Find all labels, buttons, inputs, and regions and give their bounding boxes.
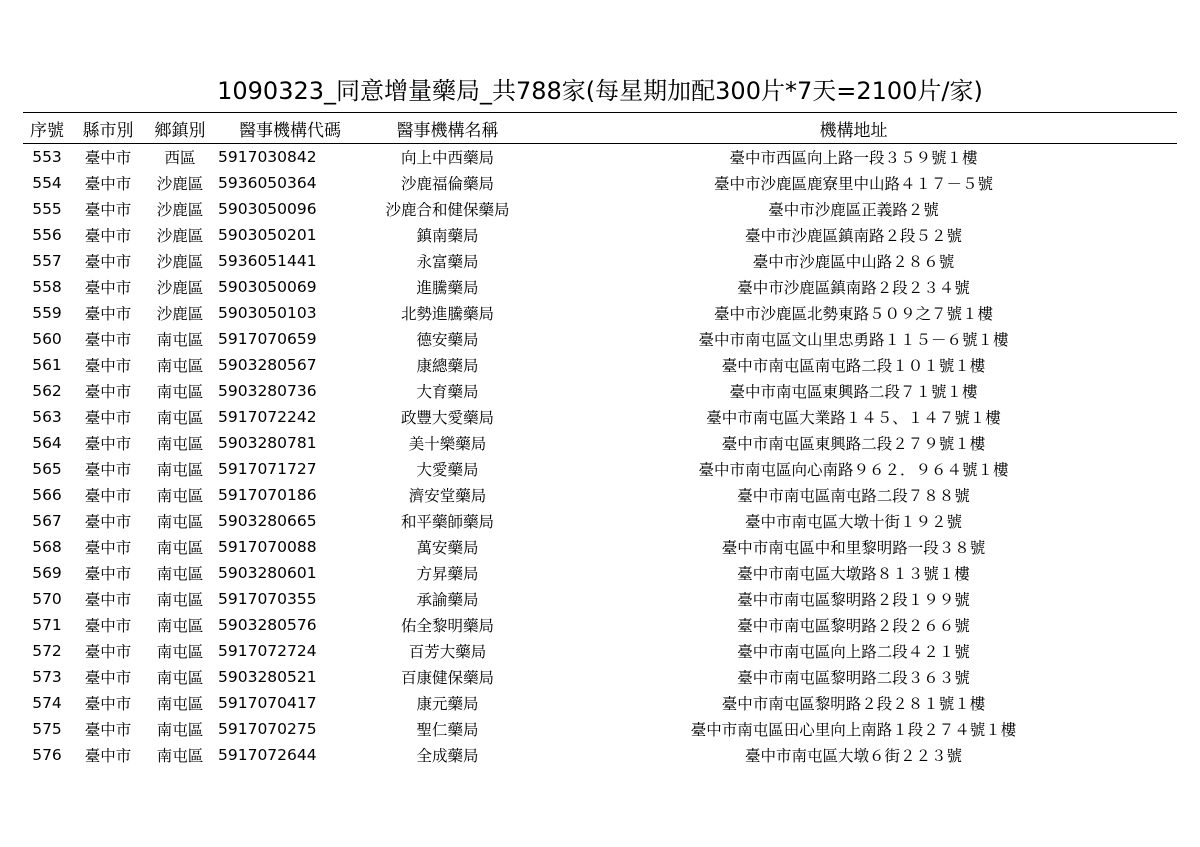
cell-serial: 562 <box>32 382 62 400</box>
header-district: 鄉鎮別 <box>145 113 215 144</box>
cell-city: 臺中市 <box>84 227 132 245</box>
cell-code: 5917070275 <box>218 720 317 738</box>
cell-district: 南屯區 <box>156 357 204 375</box>
cell-code: 5903280601 <box>218 564 317 582</box>
cell-address: 臺中市沙鹿區中山路２８６號 <box>752 253 955 271</box>
table-row <box>23 326 1177 352</box>
cell-name: 進騰藥局 <box>416 279 479 297</box>
cell-code: 5903050069 <box>218 278 317 296</box>
cell-address: 臺中市南屯區向心南路９６２．９６４號１樓 <box>698 461 1009 479</box>
cell-name: 方昇藥局 <box>416 565 479 583</box>
cell-code: 5917030842 <box>218 148 317 166</box>
cell-address: 臺中市南屯區大墩６街２２３號 <box>744 747 962 765</box>
cell-city: 臺中市 <box>84 695 132 713</box>
cell-name: 德安藥局 <box>416 331 479 349</box>
cell-serial: 563 <box>32 408 62 426</box>
cell-code: 5936050364 <box>218 174 317 192</box>
cell-city: 臺中市 <box>84 253 132 271</box>
table-row <box>23 456 1177 482</box>
cell-code: 5903280567 <box>218 356 317 374</box>
cell-code: 5917072242 <box>218 408 317 426</box>
cell-name: 承諭藥局 <box>416 591 479 609</box>
cell-name: 康總藥局 <box>416 357 479 375</box>
cell-serial: 570 <box>32 590 62 608</box>
cell-district: 南屯區 <box>156 747 204 765</box>
table-row <box>23 248 1177 274</box>
cell-name: 大愛藥局 <box>416 461 479 479</box>
table-row <box>23 170 1177 196</box>
cell-city: 臺中市 <box>84 201 132 219</box>
cell-address: 臺中市南屯區田心里向上南路１段２７４號１樓 <box>690 721 1017 739</box>
cell-serial: 569 <box>32 564 62 582</box>
cell-code: 5903280736 <box>218 382 317 400</box>
table-row <box>23 274 1177 300</box>
cell-name: 政豐大愛藥局 <box>400 409 494 427</box>
cell-district: 南屯區 <box>156 695 204 713</box>
cell-code: 5903280665 <box>218 512 317 530</box>
cell-city: 臺中市 <box>84 487 132 505</box>
table-body <box>23 144 1177 769</box>
cell-code: 5903050201 <box>218 226 317 244</box>
cell-district: 南屯區 <box>156 539 204 557</box>
cell-address: 臺中市南屯區黎明路二段３６３號 <box>737 669 970 687</box>
cell-code: 5917072644 <box>218 746 317 764</box>
cell-serial: 561 <box>32 356 62 374</box>
cell-serial: 574 <box>32 694 62 712</box>
cell-city: 臺中市 <box>84 305 132 323</box>
cell-serial: 559 <box>32 304 62 322</box>
table-row <box>23 430 1177 456</box>
cell-name: 百康健保藥局 <box>400 669 494 687</box>
cell-address: 臺中市南屯區大墩路８１３號１樓 <box>737 565 970 583</box>
table-row <box>23 222 1177 248</box>
cell-name: 濟安堂藥局 <box>408 487 487 505</box>
cell-city: 臺中市 <box>84 149 132 167</box>
cell-district: 南屯區 <box>156 435 204 453</box>
table-row <box>23 404 1177 430</box>
cell-name: 大育藥局 <box>416 383 479 401</box>
cell-address: 臺中市西區向上路一段３５９號１樓 <box>729 149 978 167</box>
table-row <box>23 378 1177 404</box>
cell-serial: 554 <box>32 174 62 192</box>
cell-city: 臺中市 <box>84 643 132 661</box>
table-row <box>23 664 1177 690</box>
cell-name: 永富藥局 <box>416 253 479 271</box>
cell-city: 臺中市 <box>84 409 132 427</box>
header-code: 醫事機構代碼 <box>215 113 365 144</box>
cell-name: 佑全黎明藥局 <box>400 617 494 635</box>
cell-district: 沙鹿區 <box>156 279 204 297</box>
cell-city: 臺中市 <box>84 357 132 375</box>
cell-serial: 555 <box>32 200 62 218</box>
cell-serial: 564 <box>32 434 62 452</box>
cell-code: 5917070659 <box>218 330 317 348</box>
cell-address: 臺中市南屯區大墩十街１９２號 <box>744 513 962 531</box>
cell-address: 臺中市南屯區大業路１４５、１４７號１樓 <box>706 409 1001 427</box>
cell-district: 沙鹿區 <box>156 175 204 193</box>
cell-district: 南屯區 <box>156 461 204 479</box>
cell-serial: 557 <box>32 252 62 270</box>
header-name: 醫事機構名稱 <box>365 113 530 144</box>
cell-name: 聖仁藥局 <box>416 721 479 739</box>
cell-name: 和平藥師藥局 <box>400 513 494 531</box>
cell-serial: 566 <box>32 486 62 504</box>
document-title: 1090323_同意增量藥局_共788家(每星期加配300片*7天=2100片/家) <box>217 77 983 105</box>
cell-code: 5917072724 <box>218 642 317 660</box>
cell-serial: 576 <box>32 746 62 764</box>
cell-code: 5936051441 <box>218 252 317 270</box>
cell-district: 沙鹿區 <box>156 227 204 245</box>
cell-code: 5917070186 <box>218 486 317 504</box>
cell-city: 臺中市 <box>84 721 132 739</box>
cell-serial: 565 <box>32 460 62 478</box>
cell-city: 臺中市 <box>84 669 132 687</box>
cell-serial: 571 <box>32 616 62 634</box>
cell-name: 康元藥局 <box>416 695 479 713</box>
cell-city: 臺中市 <box>84 747 132 765</box>
cell-city: 臺中市 <box>84 513 132 531</box>
cell-code: 5917071727 <box>218 460 317 478</box>
cell-code: 5903280521 <box>218 668 317 686</box>
cell-address: 臺中市沙鹿區鹿寮里中山路４１７－５號 <box>713 175 993 193</box>
header-row <box>23 113 1177 144</box>
cell-name: 全成藥局 <box>416 747 479 765</box>
cell-serial: 558 <box>32 278 62 296</box>
cell-address: 臺中市南屯區東興路二段２７９號１樓 <box>721 435 986 453</box>
cell-code: 5917070088 <box>218 538 317 556</box>
cell-city: 臺中市 <box>84 331 132 349</box>
cell-code: 5903280576 <box>218 616 317 634</box>
cell-district: 南屯區 <box>156 331 204 349</box>
table-row <box>23 482 1177 508</box>
cell-name: 鎮南藥局 <box>416 227 479 245</box>
cell-district: 南屯區 <box>156 591 204 609</box>
table-row <box>23 300 1177 326</box>
cell-district: 沙鹿區 <box>156 201 204 219</box>
table-row <box>23 638 1177 664</box>
cell-district: 西區 <box>164 149 196 167</box>
cell-name: 美十樂藥局 <box>408 435 487 453</box>
cell-district: 南屯區 <box>156 409 204 427</box>
cell-serial: 556 <box>32 226 62 244</box>
table-row <box>23 716 1177 742</box>
cell-district: 南屯區 <box>156 721 204 739</box>
cell-address: 臺中市南屯區黎明路２段２８１號１樓 <box>721 695 986 713</box>
cell-address: 臺中市南屯區向上路二段４２１號 <box>737 643 970 661</box>
cell-name: 沙鹿合和健保藥局 <box>385 201 510 219</box>
table-row <box>23 508 1177 534</box>
cell-address: 臺中市南屯區黎明路２段２６６號 <box>737 617 970 635</box>
cell-code: 5917070417 <box>218 694 317 712</box>
cell-name: 百芳大藥局 <box>408 643 487 661</box>
cell-city: 臺中市 <box>84 435 132 453</box>
pharmacy-table <box>23 112 1177 768</box>
cell-serial: 560 <box>32 330 62 348</box>
table-row <box>23 742 1177 768</box>
cell-serial: 553 <box>32 148 62 166</box>
cell-city: 臺中市 <box>84 539 132 557</box>
cell-name: 萬安藥局 <box>416 539 479 557</box>
table-row <box>23 586 1177 612</box>
cell-address: 臺中市南屯區南屯路二段１０１號１樓 <box>721 357 986 375</box>
cell-address: 臺中市南屯區黎明路２段１９９號 <box>737 591 970 609</box>
cell-code: 5903050096 <box>218 200 317 218</box>
cell-name: 向上中西藥局 <box>400 149 494 167</box>
table-row <box>23 612 1177 638</box>
header-serial: 序號 <box>23 113 71 144</box>
cell-serial: 573 <box>32 668 62 686</box>
table-row <box>23 690 1177 716</box>
cell-district: 南屯區 <box>156 383 204 401</box>
table-row <box>23 534 1177 560</box>
cell-address: 臺中市南屯區中和里黎明路一段３８號 <box>721 539 986 557</box>
cell-address: 臺中市南屯區東興路二段７１號１樓 <box>729 383 978 401</box>
table-row <box>23 352 1177 378</box>
cell-city: 臺中市 <box>84 617 132 635</box>
cell-address: 臺中市南屯區南屯路二段７８８號 <box>737 487 970 505</box>
cell-code: 5903280781 <box>218 434 317 452</box>
cell-district: 沙鹿區 <box>156 253 204 271</box>
cell-district: 南屯區 <box>156 643 204 661</box>
cell-district: 南屯區 <box>156 617 204 635</box>
cell-name: 沙鹿福倫藥局 <box>400 175 494 193</box>
cell-district: 沙鹿區 <box>156 305 204 323</box>
cell-address: 臺中市沙鹿區正義路２號 <box>768 201 939 219</box>
cell-serial: 575 <box>32 720 62 738</box>
cell-code: 5917070355 <box>218 590 317 608</box>
cell-city: 臺中市 <box>84 565 132 583</box>
cell-city: 臺中市 <box>84 383 132 401</box>
header-address: 機構地址 <box>530 113 1177 144</box>
cell-district: 南屯區 <box>156 513 204 531</box>
cell-district: 南屯區 <box>156 565 204 583</box>
cell-address: 臺中市南屯區文山里忠勇路１１５－６號１樓 <box>698 331 1009 349</box>
cell-city: 臺中市 <box>84 591 132 609</box>
header-city: 縣市別 <box>71 113 145 144</box>
cell-serial: 572 <box>32 642 62 660</box>
cell-code: 5903050103 <box>218 304 317 322</box>
cell-serial: 567 <box>32 512 62 530</box>
cell-city: 臺中市 <box>84 175 132 193</box>
cell-serial: 568 <box>32 538 62 556</box>
cell-city: 臺中市 <box>84 279 132 297</box>
cell-address: 臺中市沙鹿區鎮南路２段５２號 <box>744 227 962 245</box>
cell-city: 臺中市 <box>84 461 132 479</box>
cell-district: 南屯區 <box>156 669 204 687</box>
cell-address: 臺中市沙鹿區北勢東路５０９之７號１樓 <box>713 305 993 323</box>
cell-district: 南屯區 <box>156 487 204 505</box>
table-row <box>23 144 1177 171</box>
table-row <box>23 560 1177 586</box>
cell-address: 臺中市沙鹿區鎮南路２段２３４號 <box>737 279 970 297</box>
table-row <box>23 196 1177 222</box>
cell-name: 北勢進騰藥局 <box>400 305 494 323</box>
